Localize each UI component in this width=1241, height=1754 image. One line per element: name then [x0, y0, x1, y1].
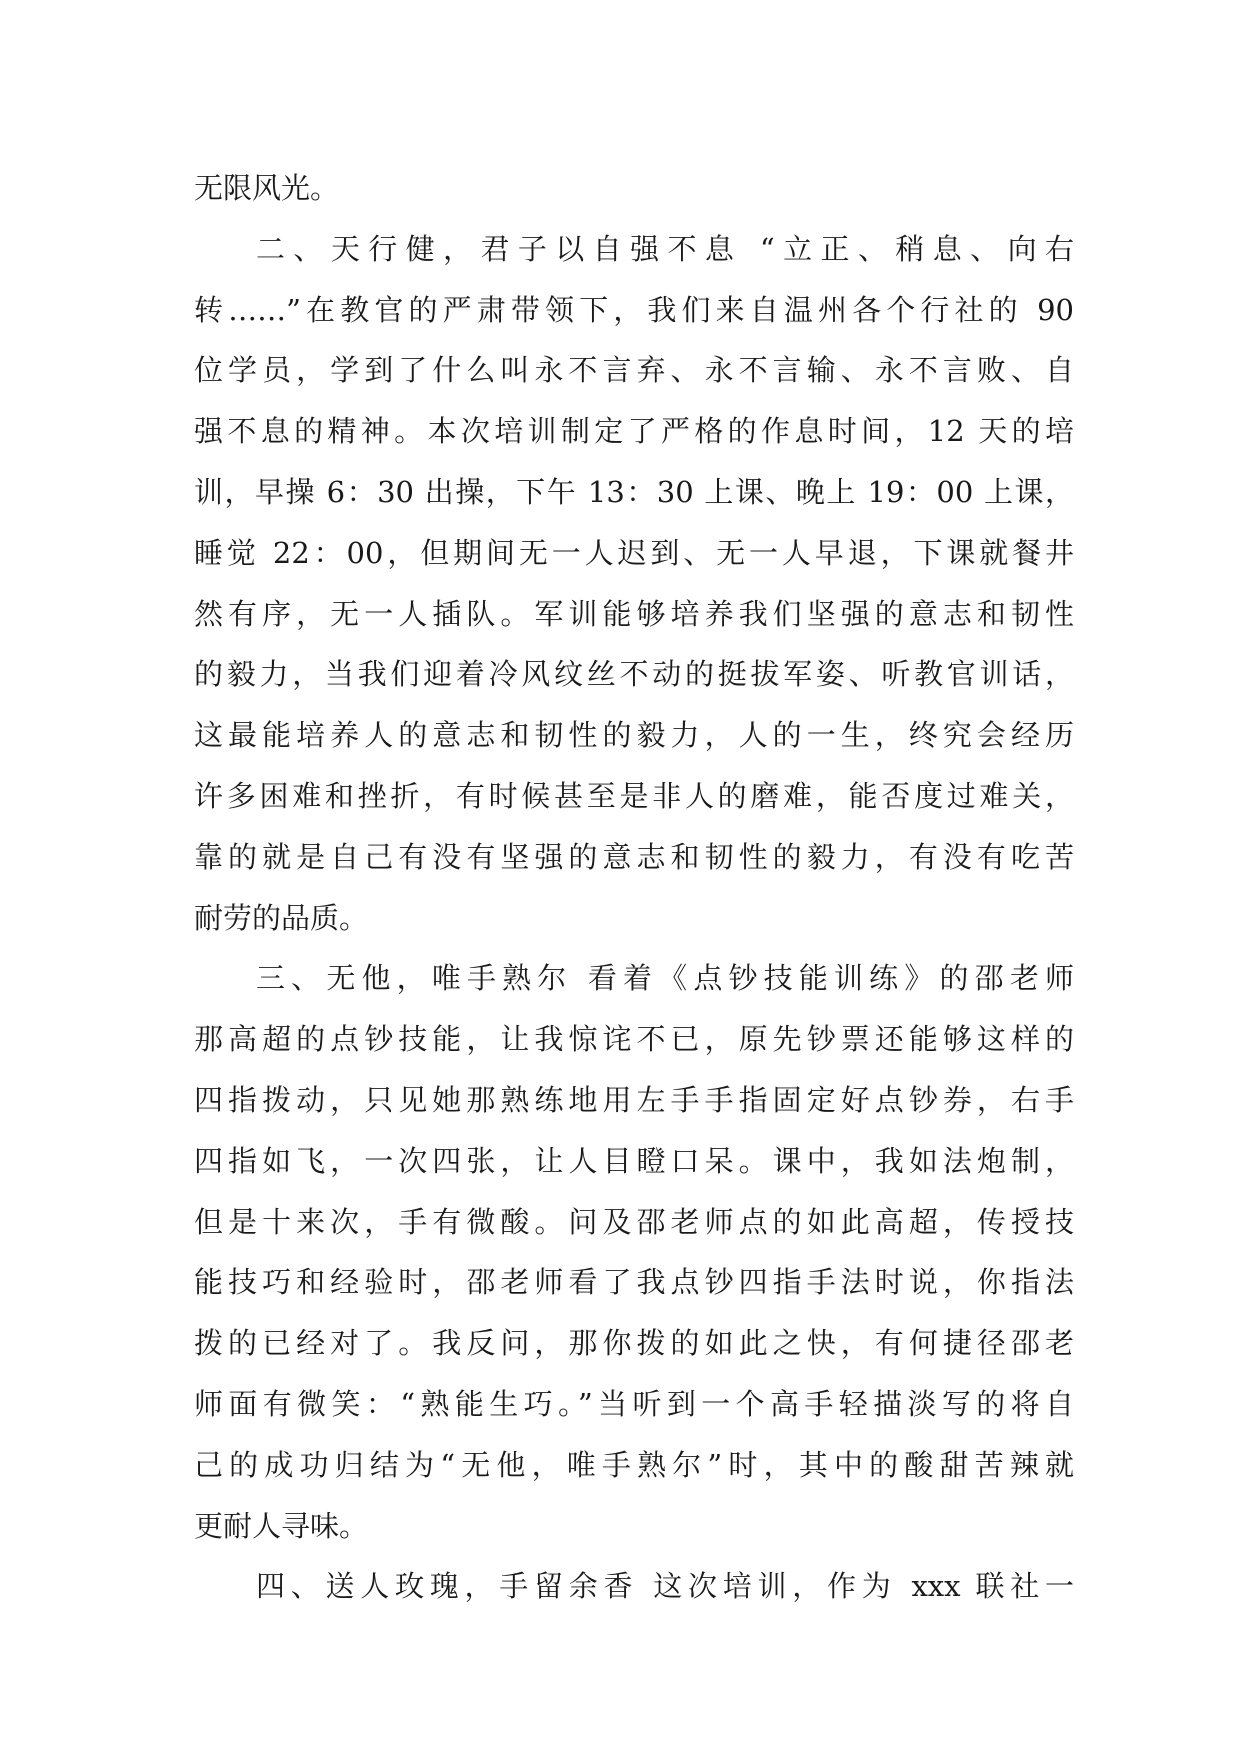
- text-line: 训，早操 6：30 出操，下午 13：30 上课、晚上 19：00 上课，: [194, 474, 1074, 509]
- text-line: 己的成功归结为“无他，唯手熟尔”时，其中的酸甜苦辣就: [194, 1447, 1074, 1482]
- text-line: 许多困难和挫折，有时候甚至是非人的磨难，能否度过难关，: [194, 778, 1074, 813]
- document-body: [194, 158, 1074, 1617]
- text-line: 更耐人寻味。: [194, 1508, 369, 1543]
- text-line: 睡觉 22：00，但期间无一人迟到、无一人早退，下课就餐井: [194, 535, 1074, 570]
- text-line: 四指拨动，只见她那熟练地用左手手指固定好点钞券，右手: [194, 1082, 1074, 1117]
- text-line: 能技巧和经验时，邵老师看了我点钞四指手法时说，你指法: [194, 1265, 1074, 1300]
- text-line: 的毅力，当我们迎着冷风纹丝不动的挺拔军姿、听教官训话，: [194, 657, 1074, 692]
- section-heading-line: 三、无他，唯手熟尔 看着《点钞技能训练》的邵老师: [256, 961, 1074, 996]
- text-line: 耐劳的品质。: [194, 900, 369, 935]
- text-line: 四指如飞，一次四张，让人目瞪口呆。课中，我如法炮制，: [194, 1143, 1074, 1178]
- text-line: 转……”在教官的严肃带领下，我们来自温州各个行社的 90: [194, 292, 1074, 327]
- text-line: 位学员，学到了什么叫永不言弃、永不言输、永不言败、自: [194, 353, 1074, 388]
- text-line: 强不息的精神。本次培训制定了严格的作息时间，12 天的培: [194, 414, 1074, 449]
- section-heading-line: 二、天行健，君子以自强不息 “立正、稍息、向右: [256, 231, 1074, 266]
- text-line: 拨的已经对了。我反问，那你拨的如此之快，有何捷径邵老: [194, 1326, 1074, 1361]
- text-line: 这最能培养人的意志和韧性的毅力，人的一生，终究会经历: [194, 718, 1074, 753]
- text-line: 靠的就是自己有没有坚强的意志和韧性的毅力，有没有吃苦: [194, 839, 1074, 874]
- text-line: 但是十来次，手有微酸。问及邵老师点的如此高超，传授技: [194, 1204, 1074, 1239]
- text-line: 那高超的点钞技能，让我惊诧不已，原先钞票还能够这样的: [194, 1022, 1074, 1057]
- text-line: 然有序，无一人插队。军训能够培养我们坚强的意志和韧性: [194, 596, 1074, 631]
- text-line: 无限风光。: [194, 171, 340, 205]
- section-heading-line: 四、送人玫瑰，手留余香 这次培训，作为 xxx 联社一: [256, 1569, 1074, 1604]
- text-line: 师面有微笑：“熟能生巧。”当听到一个高手轻描淡写的将自: [194, 1386, 1074, 1421]
